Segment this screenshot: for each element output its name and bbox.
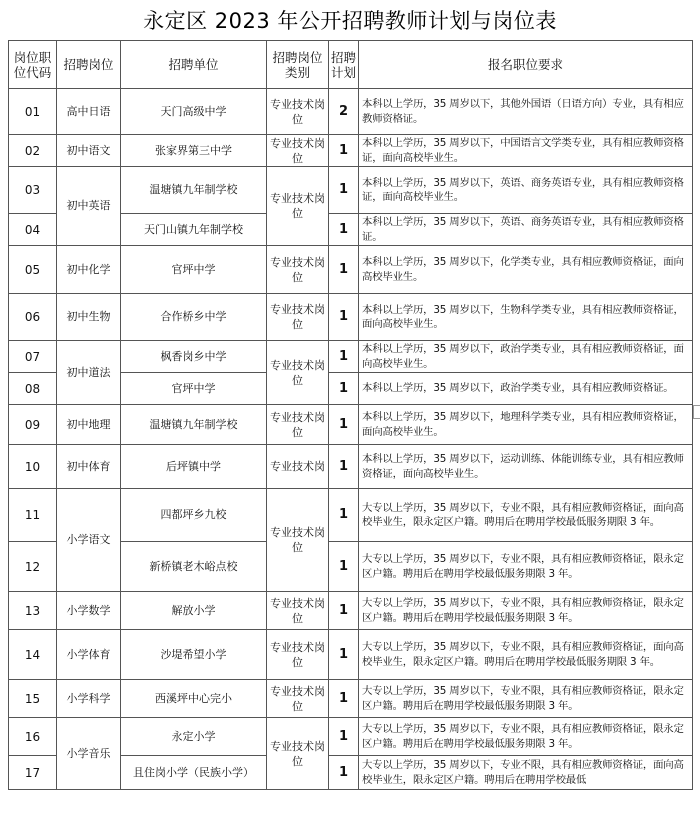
cell-requirements: 大专以上学历，35 周岁以下，专业不限，具有相应教师资格证，面向高校毕业生，限永定区户籍。聘用后在聘用学校最低服务期限 3 年。: [359, 489, 693, 542]
cell-plan: 2: [329, 89, 359, 135]
cell-unit: 永定小学: [121, 718, 267, 756]
cell-requirements: 本科以上学历，35 周岁以下，其他外国语（日语方向）专业，具有相应教师资格证。: [359, 89, 693, 135]
cell-position: 小学音乐: [57, 718, 121, 790]
cell-unit: 后坪镇中学: [121, 445, 267, 489]
cell-requirements: 大专以上学历，35 周岁以下，专业不限，具有相应教师资格证，限永定区户籍。聘用后在聘用学校最低服务期限 3 年。: [359, 542, 693, 592]
cell-requirements: 本科以上学历，35 周岁以下，政治学类专业，具有相应教师资格证。: [359, 373, 693, 405]
cell-requirements: 本科以上学历，35 周岁以下，运动训练、体能训练专业，具有相应教师资格证，面向高校毕业生。: [359, 445, 693, 489]
cell-unit: 天门山镇九年制学校: [121, 214, 267, 246]
cell-requirements: 大专以上学历，35 周岁以下，专业不限，具有相应教师资格证，限永定区户籍。聘用后在聘用学校最低服务期限 3 年。: [359, 680, 693, 718]
cell-plan: 1: [329, 373, 359, 405]
cell-requirements: 本科以上学历，35 周岁以下，英语、商务英语专业，具有相应教师资格证，面向高校毕业生。: [359, 167, 693, 214]
table-row: [9, 680, 693, 718]
table-row: [9, 718, 693, 756]
cell-position: 小学体育: [57, 630, 121, 680]
cell-code: 15: [9, 680, 57, 718]
cell-unit: 沙堤希望小学: [121, 630, 267, 680]
cell-position: 初中生物: [57, 294, 121, 341]
cell-code: 10: [9, 445, 57, 489]
cell-plan: 1: [329, 405, 359, 445]
header-unit: 招聘单位: [121, 41, 267, 89]
cell-requirements: 本科以上学历，35 周岁以下，地理科学类专业，具有相应教师资格证，面向高校毕业生。: [359, 405, 693, 445]
table-header-row: [9, 41, 693, 89]
cell-plan: 1: [329, 542, 359, 592]
cell-code: 09: [9, 405, 57, 445]
cell-code: 12: [9, 542, 57, 592]
cell-plan: 1: [329, 592, 359, 630]
cell-category: 专业技术岗位: [267, 630, 329, 680]
cell-category: 专业技术岗位: [267, 718, 329, 790]
cell-category: 专业技术岗位: [267, 89, 329, 135]
cell-plan: 1: [329, 489, 359, 542]
cell-category: 专业技术岗位: [267, 246, 329, 294]
table-row: [9, 89, 693, 135]
table-row: [9, 246, 693, 294]
cell-category: 专业技术岗位: [267, 167, 329, 246]
cell-plan: 1: [329, 294, 359, 341]
cell-code: 02: [9, 135, 57, 167]
cell-unit: 新桥镇老木峪点校: [121, 542, 267, 592]
cell-requirements: 本科以上学历，35 周岁以下，生物科学类专业，具有相应教师资格证，面向高校毕业生。: [359, 294, 693, 341]
cell-code: 01: [9, 89, 57, 135]
table-row: [9, 405, 693, 445]
header-code: 岗位职位代码: [9, 41, 57, 89]
table-row: [9, 445, 693, 489]
cell-requirements: 大专以上学历，35 周岁以下，专业不限，具有相应教师资格证，限永定区户籍。聘用后在聘用学校最低服务期限 3 年。: [359, 592, 693, 630]
cell-position: 初中语文: [57, 135, 121, 167]
table-row: [9, 592, 693, 630]
cell-position: 初中英语: [57, 167, 121, 246]
cell-plan: 1: [329, 756, 359, 790]
cell-code: 11: [9, 489, 57, 542]
cell-category: 专业技术岗位: [267, 680, 329, 718]
cell-unit: 天门高级中学: [121, 89, 267, 135]
table-row: [9, 341, 693, 373]
cell-code: 04: [9, 214, 57, 246]
cell-requirements: 大专以上学历，35 周岁以下，专业不限，具有相应教师资格证，面向高校毕业生，限永定区户籍。聘用后在聘用学校最低: [359, 756, 693, 790]
cell-plan: 1: [329, 341, 359, 373]
cell-code: 17: [9, 756, 57, 790]
cell-plan: 1: [329, 680, 359, 718]
cell-position: 高中日语: [57, 89, 121, 135]
cell-plan: 1: [329, 167, 359, 214]
cell-category: 专业技术岗位: [267, 405, 329, 445]
cell-position: 小学数学: [57, 592, 121, 630]
table-row: [9, 489, 693, 542]
cell-requirements: 本科以上学历，35 周岁以下，中国语言文学类专业，具有相应教师资格证，面向高校毕业生。: [359, 135, 693, 167]
cell-unit: 官坪中学: [121, 373, 267, 405]
table-row: [9, 167, 693, 214]
cell-requirements: 大专以上学历，35 周岁以下，专业不限，具有相应教师资格证，限永定区户籍。聘用后在聘用学校最低服务期限 3 年。: [359, 718, 693, 756]
cell-position: 小学科学: [57, 680, 121, 718]
cell-code: 14: [9, 630, 57, 680]
cell-plan: 1: [329, 445, 359, 489]
cell-unit: 合作桥乡中学: [121, 294, 267, 341]
cell-unit: 官坪中学: [121, 246, 267, 294]
cell-plan: 1: [329, 135, 359, 167]
header-plan: 招聘计划: [329, 41, 359, 89]
cell-requirements: 本科以上学历，35 周岁以下，化学类专业，具有相应教师资格证，面向高校毕业生。: [359, 246, 693, 294]
cell-category: 专业技术岗位: [267, 135, 329, 167]
cell-plan: 1: [329, 718, 359, 756]
page-edge-marker: [693, 405, 700, 419]
cell-unit: 温塘镇九年制学校: [121, 405, 267, 445]
cell-position: 初中体育: [57, 445, 121, 489]
cell-code: 06: [9, 294, 57, 341]
cell-position: 初中道法: [57, 341, 121, 405]
table-row: [9, 135, 693, 167]
cell-position: 初中化学: [57, 246, 121, 294]
cell-unit: 西溪坪中心完小: [121, 680, 267, 718]
cell-code: 13: [9, 592, 57, 630]
cell-unit: 枫香岗乡中学: [121, 341, 267, 373]
page-title: 永定区 2023 年公开招聘教师计划与岗位表: [143, 9, 557, 33]
cell-category: 专业技术岗位: [267, 489, 329, 592]
table-row: [9, 630, 693, 680]
cell-category: 专业技术岗: [267, 445, 329, 489]
cell-unit: 解放小学: [121, 592, 267, 630]
header-requirements: 报名职位要求: [359, 41, 693, 89]
cell-category: 专业技术岗位: [267, 341, 329, 405]
cell-position: 小学语文: [57, 489, 121, 592]
header-position: 招聘岗位: [57, 41, 121, 89]
cell-requirements: 本科以上学历，35 周岁以下，政治学类专业，具有相应教师资格证，面向高校毕业生。: [359, 341, 693, 373]
cell-plan: 1: [329, 246, 359, 294]
cell-unit: 且住岗小学（民族小学）: [121, 756, 267, 790]
cell-code: 05: [9, 246, 57, 294]
cell-code: 08: [9, 373, 57, 405]
cell-requirements: 本科以上学历，35 周岁以下，英语、商务英语专业，具有相应教师资格证。: [359, 214, 693, 246]
cell-requirements: 大专以上学历，35 周岁以下，专业不限，具有相应教师资格证，面向高校毕业生，限永定区户籍。聘用后在聘用学校最低服务期限 3 年。: [359, 630, 693, 680]
cell-code: 07: [9, 341, 57, 373]
cell-plan: 1: [329, 214, 359, 246]
cell-unit: 张家界第三中学: [121, 135, 267, 167]
cell-unit: 四都坪乡九校: [121, 489, 267, 542]
cell-category: 专业技术岗位: [267, 294, 329, 341]
cell-category: 专业技术岗位: [267, 592, 329, 630]
cell-position: 初中地理: [57, 405, 121, 445]
header-category: 招聘岗位类别: [267, 41, 329, 89]
cell-code: 16: [9, 718, 57, 756]
cell-code: 03: [9, 167, 57, 214]
cell-unit: 温塘镇九年制学校: [121, 167, 267, 214]
cell-plan: 1: [329, 630, 359, 680]
recruitment-table: [8, 40, 693, 790]
table-row: [9, 294, 693, 341]
